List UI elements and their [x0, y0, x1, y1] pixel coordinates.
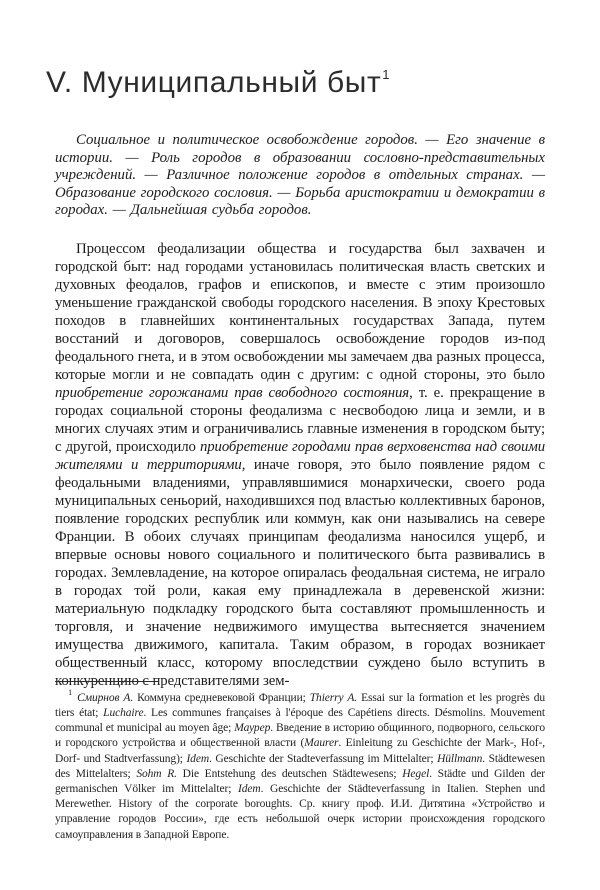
text-segment: . Einleitung zu Geschichte der Mark-, Hof-, Dorf- und Stadtverfassung);	[55, 737, 545, 765]
text-segment: Hüllmann	[437, 752, 483, 765]
text-segment: Процессом феодализации общества и государства был захвачен и городской быт: над городами установилась политическая власть светских и духовных феодалов, графов и епископов, и вместе с этим произошло уменьшение гражданской свободы городского населения. В эпоху Крестовых походов в главнейших континентальных государствах Запада, путем восстаний и договоров, совершалось освобождение городов из-под феодального гнета, и в этом освобождении мы замечаем два разных процесса, которые могли и не совпадать один с другим: с одной стороны, это было	[55, 240, 545, 383]
text-segment: приобретение горожанами прав свободного состояния	[55, 384, 410, 401]
text-segment: . Введение в историю общинного, подворного, сельского и городского устройства и общественной власти (	[55, 722, 545, 750]
text-segment: . Städtewesen des Mittelalters;	[55, 752, 545, 780]
text-segment: Маурер	[234, 722, 271, 735]
text-segment: , т. е. прекращение в городах социальной стороны феодализма с несвободою лица и земли, и в многих случаях этим и ограничивались главные изменения в городском быту; с другой, происходило	[55, 384, 545, 455]
text-segment: , иначе говоря, это было появление рядом с феодальными владениями, управлявшимися монархически, своего рода муниципальных сеньорий, находившихся под властью коллективных баронов, появление городских республик или коммун, как они назывались на севере Франции. В обоих случаях принципам феодализма наносился ущерб, и впервые основы нового социального и политического быта развивались в городах. Землевладение, на которое опиралась феодальная система, не играло в городах той роли, какая ему принадлежала в деревенской жизни: материальную подкладку городского быта составляют промышленность и торговля, и значение недвижимого имущества вытесняется значением имущества движимого, капитала. Таким образом, в городах возникает общественный класс, которому впоследствии суждено было вступить в конкуренцию с представителями зем-	[55, 456, 546, 689]
footnote-marker: 1	[68, 687, 73, 697]
text-segment: Thierry A.	[309, 691, 358, 704]
text-segment: приобретение городами прав верховенства над своими жителями и территориями	[55, 438, 545, 473]
footnote-text	[55, 686, 545, 843]
title-footnote-reference: 1	[382, 67, 391, 82]
chapter-summary: Социальное и политическое освобождение городов. — Его значение в истории. — Роль городов в образовании сословно-представительных учреждений. — Различное положение городов в отдельных странах. — Образование городского сословия. — Борьба аристократии и демократии в городах. — Дальнейшая судьба городов.	[55, 132, 545, 219]
text-segment: Idem	[186, 752, 210, 765]
text-segment: . Les communes françaises à l'époque des Capétiens directs. Désmolins. Mouvement communal et municipal au moyen âge;	[55, 707, 545, 735]
footnote-body	[55, 692, 545, 841]
text-segment: Essai sur la formation et les progrès du tiers état;	[55, 691, 545, 720]
text-segment: Коммуна средневековой Франции;	[133, 691, 310, 704]
text-segment: Maurer	[304, 737, 339, 750]
text-segment: . Geschichte der Stadteverfassung im Mittelalter;	[209, 752, 438, 765]
chapter-title	[46, 66, 545, 100]
text-segment: Luchaire	[103, 707, 144, 720]
text-segment: Смирнов А.	[77, 691, 134, 704]
text-segment: . Geschichte der Städteverfassung in Italien. Stephen und Merewether. History of the corporate boroughts. Ср. книгу проф. И.И. Дитятина «Устройство и управление городов России», где есть небольшой очерк истории происхождения городского самоуправления в Западной Европе.	[55, 783, 545, 841]
text-segment: Idem	[237, 783, 261, 796]
footnote-area	[55, 681, 545, 843]
body-paragraph	[55, 240, 545, 690]
footnote-separator	[55, 681, 159, 682]
text-segment: Die Entstehung des deutschen Städtewesens;	[176, 767, 403, 780]
chapter-title-text: V. Муниципальный быт	[46, 66, 382, 99]
text-segment: Sohm R.	[136, 767, 177, 780]
text-segment: . Städte und Gilden der germanischen Völker im Mittelalter;	[55, 767, 545, 796]
text-segment: Hegel	[402, 767, 430, 780]
